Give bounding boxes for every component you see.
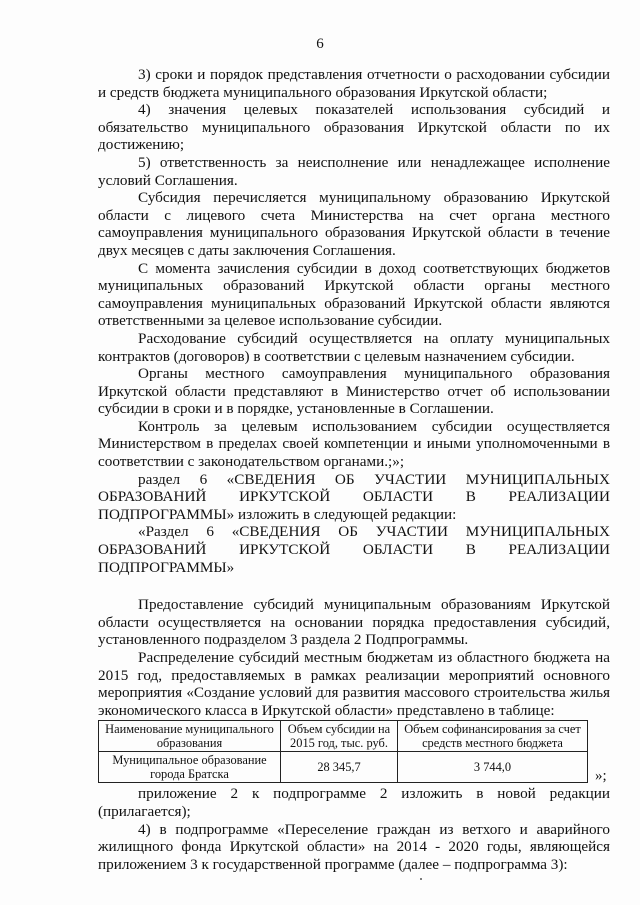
subsidy-table xyxy=(98,720,588,783)
table-cell-municipality: Муниципальное образование города Братска xyxy=(99,752,281,783)
column-header-cofinancing: Объем софинансирования за счет средств местного бюджета xyxy=(398,721,588,752)
paragraph: раздел 6 «СВЕДЕНИЯ ОБ УЧАСТИИ МУНИЦИПАЛЬНЫХ ОБРАЗОВАНИЙ ИРКУТСКОЙ ОБЛАСТИ В РЕАЛИЗАЦИИ ПОДПРОГРАММЫ» изложить в следующей редакции: xyxy=(98,470,610,523)
table-cell-cofinancing: 3 744,0 xyxy=(398,752,588,783)
paragraph: 4) в подпрограмме «Переселение граждан из ветхого и аварийного жилищного фонда Иркутской области» на 2014 - 2020 годы, являющейся приложением 3 к государственной программе (далее – подпрограмма 3): xyxy=(98,820,610,873)
document-body xyxy=(98,66,610,873)
paragraph: 5) ответственность за неисполнение или ненадлежащее исполнение условий Соглашения. xyxy=(98,153,610,189)
subsidy-table-wrapper xyxy=(98,720,610,783)
scan-dot xyxy=(420,878,422,880)
paragraph: 3) сроки и порядок представления отчетности о расходовании субсидии и средств бюджета муниципального образования Иркутской области; xyxy=(98,66,610,101)
after-table-block xyxy=(98,785,610,873)
paragraph: приложение 2 к подпрограмме 2 изложить в новой редакции (прилагается); xyxy=(98,785,610,820)
paragraph: Контроль за целевым использованием субсидии осуществляется Министерством в пределах своей компетенции и иными уполномоченными в соответствии с законодательством органами.;»; xyxy=(98,417,610,471)
table-closing-mark: »; xyxy=(595,768,607,785)
column-header-municipality: Наименование муниципального образования xyxy=(99,721,281,752)
table-cell-subsidy: 28 345,7 xyxy=(281,752,398,783)
page-number: 6 xyxy=(316,36,324,52)
paragraph: Органы местного самоуправления муниципального образования Иркутской области представляют в Министерство отчет об использовании субсидии в сроки и в порядке, установленные в Соглашении. xyxy=(98,365,610,418)
table-header-row xyxy=(99,721,588,752)
paragraph: С момента зачисления субсидии в доход соответствующих бюджетов муниципальных образований Иркутской области органы местного самоуправления муниципальных образований Иркутской области являются ответственными за целевое использование субсидии. xyxy=(98,259,610,330)
section-heading: «Раздел 6 «СВЕДЕНИЯ ОБ УЧАСТИИ МУНИЦИПАЛЬНЫХ ОБРАЗОВАНИЙ ИРКУТСКОЙ ОБЛАСТИ В РЕАЛИЗАЦИИ ПОДПРОГРАММЫ» xyxy=(98,523,610,576)
paragraph: Предоставление субсидий муниципальным образованиям Иркутской области осуществляется на основании порядка предоставления субсидий, установленного подразделом 3 раздела 2 Подпрограммы. xyxy=(98,596,610,649)
blank-line xyxy=(98,576,610,596)
table-row xyxy=(99,752,588,783)
paragraph: 4) значения целевых показателей использования субсидий и обязательство муниципального образования Иркутской области по их достижению; xyxy=(98,101,610,154)
paragraph: Расходование субсидий осуществляется на оплату муниципальных контрактов (договоров) в соответствии с целевым назначением субсидии. xyxy=(98,329,610,365)
column-header-subsidy: Объем субсидии на 2015 год, тыс. руб. xyxy=(281,721,398,752)
paragraph: Субсидия перечисляется муниципальному образованию Иркутской области с лицевого счета Министерства на счет органа местного самоуправления муниципального образования Иркутской области в течение двух месяцев с даты заключения Соглашения. xyxy=(98,189,610,259)
paragraph: Распределение субсидий местным бюджетам из областного бюджета на 2015 год, предоставляемых в рамках реализации мероприятий основного мероприятия «Создание условий для развития массового строительства жилья экономического класса в Иркутской области» представлено в таблице: xyxy=(98,649,610,719)
